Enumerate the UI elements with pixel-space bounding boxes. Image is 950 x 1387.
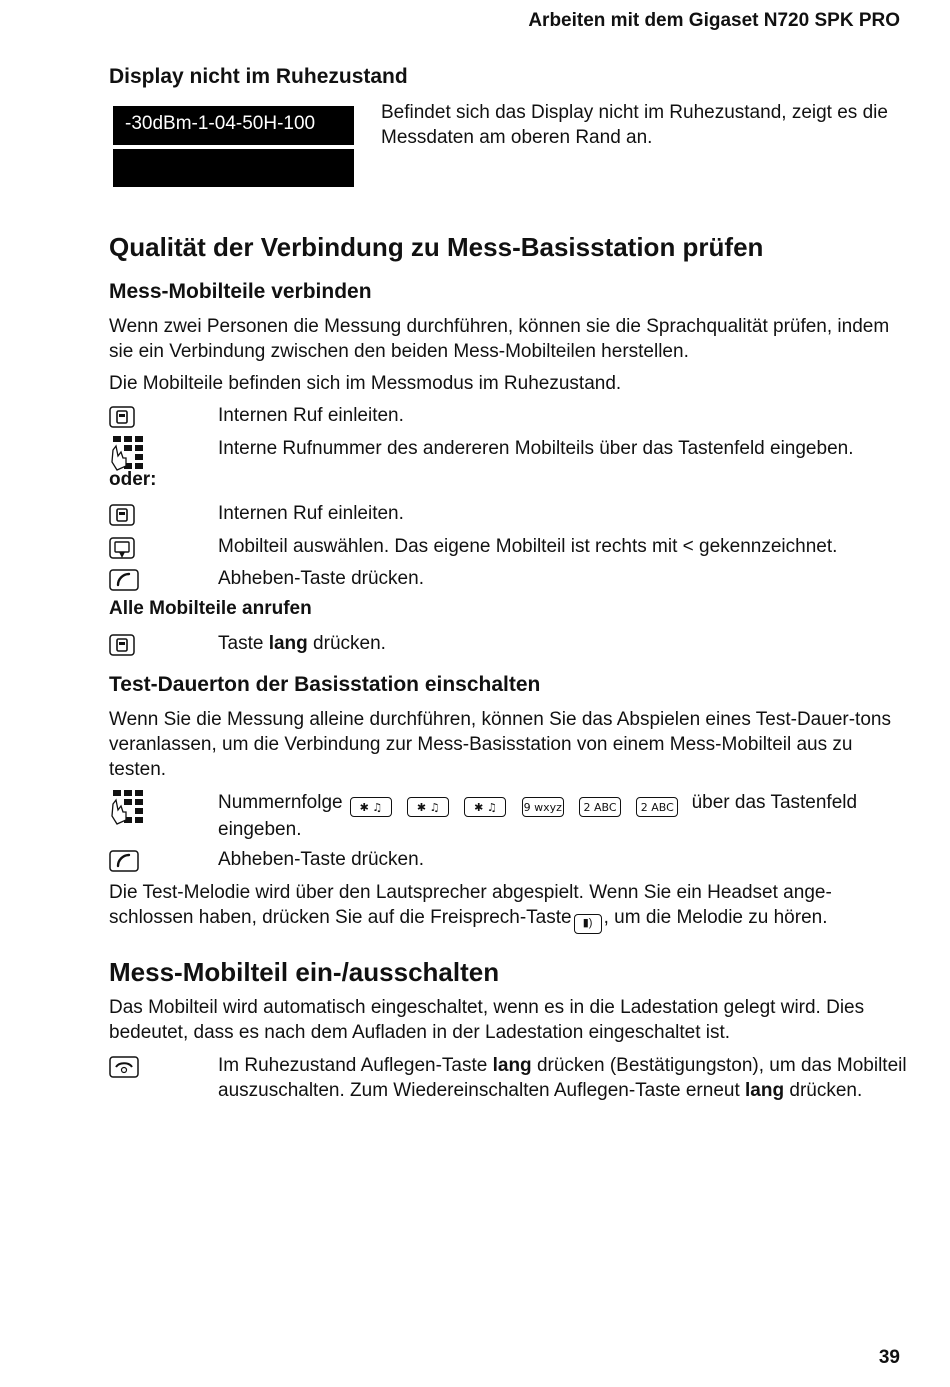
key-9-icon: 9 wxyz [522,797,564,817]
end-call-key-icon [109,1056,139,1085]
running-header: Arbeiten mit dem Gigaset N720 SPK PRO [528,10,900,31]
internal-call-key-icon [109,504,135,533]
step-row [109,501,909,526]
display-description: Befindet sich das Display nicht im Ruhezustand, zeigt es die Messdaten am oberen Rand an. [381,102,888,148]
step-text: Mobilteil auswählen. Das eigene Mobilteil ist rechts mit < gekennzeichnet. [218,536,838,557]
display-body [113,149,354,187]
step-text: Internen Ruf einleiten. [218,405,404,426]
step-text: Interne Rufnummer des andereren Mobilteils über das Tastenfeld eingeben. [218,438,854,459]
star-key-icon: ✱ ♫ [464,797,506,817]
page-number: 39 [878,1347,900,1368]
display-screen [113,106,354,187]
test-tone-intro: Wenn Sie die Messung alleine durchführen, können Sie das Abspielen eines Test-Dauer-tons veranlassen, um die Verbindung zur Mess-Basisstation von einem Mess-Mobilteil aus zu testen. [109,709,891,780]
heading-display: Display nicht im Ruhezustand [109,65,408,88]
heading-connect: Mess-Mobilteile verbinden [109,280,372,303]
talk-key-icon [109,569,139,598]
step-row [109,631,909,656]
heading-quality: Qualität der Verbindung zu Mess-Basisstation prüfen [109,232,764,262]
star-key-icon: ✱ ♫ [407,797,449,817]
step-text: Internen Ruf einleiten. [218,503,404,524]
step-row [109,566,909,591]
test-tone-outro: Die Test-Melodie wird über den Lautsprecher abgespielt. Wenn Sie ein Headset ange-schlossen haben, drücken Sie auf die Freisprech-Taste ▮) , um die Melodie zu hören. [109,880,909,934]
star-key-icon: ✱ ♫ [350,797,392,817]
connect-state: Die Mobilteile befinden sich im Messmodus im Ruhezustand. [109,373,622,394]
step-text: Taste lang drücken. [218,633,386,654]
connect-intro: Wenn zwei Personen die Messung durchführen, können sie die Sprachqualität prüfen, indem sie ein Verbindung zwischen den beiden Mess-Mobilteilen herstellen. [109,316,890,362]
oder-label: oder: [109,469,157,490]
step-text: Abheben-Taste drücken. [218,568,424,589]
step-row [109,403,909,428]
step-row [109,847,909,872]
talk-key-icon [109,850,139,879]
internal-call-key-icon [109,406,135,435]
step-row [109,436,909,466]
step-text: Im Ruhezustand Auflegen-Taste lang drücken (Bestätigungston), um das Mobilteil auszuschalten. Zum Wiedereinschalten Auflegen-Taste erneut lang drücken. [218,1055,907,1101]
heading-test-tone: Test-Dauerton der Basisstation einschalten [109,673,541,696]
key-2-icon: 2 ABC [579,797,621,817]
heading-call-all: Alle Mobilteile anrufen [109,598,312,619]
step-row [109,1053,909,1131]
display-status-line: -30dBm-1-04-50H-100 [113,106,354,145]
heading-power: Mess-Mobilteil ein-/ausschalten [109,957,500,987]
control-down-key-icon [109,537,135,568]
step-row [109,534,909,559]
key-2-icon: 2 ABC [636,797,678,817]
keypad-icon [109,790,149,833]
step-text: Abheben-Taste drücken. [218,849,424,870]
internal-call-key-icon [109,634,135,663]
speaker-key-icon: ▮) [574,914,602,934]
power-intro: Das Mobilteil wird automatisch eingeschaltet, wenn es in die Ladestation gelegt wird. Dies bedeutet, dass es nach dem Aufladen in der Ladestation eingeschaltet ist. [109,997,865,1043]
step-text: Nummernfolge ✱ ♫ ✱ ♫ ✱ ♫ 9 wxyz 2 ABC 2 ABC über das Tastenfeld eingeben. [218,792,858,840]
step-row [109,790,909,845]
